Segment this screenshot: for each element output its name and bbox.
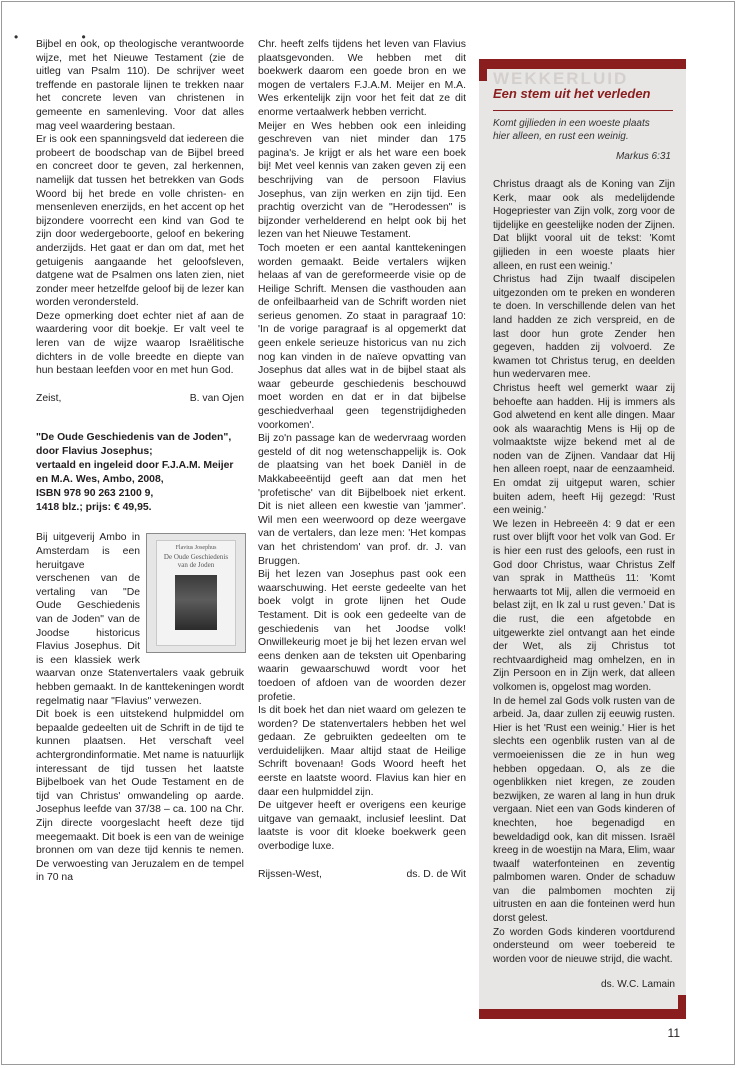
scan-marks: • •	[14, 30, 116, 44]
quote-line: Komt gijlieden in een woeste plaats	[493, 118, 650, 129]
paragraph: Bij zo'n passage kan de wedervraag worden gesteld of dit nog wetenschappelijk is. Ook de plaatsing van het boek Daniël in de Makkabeeëntijd geeft aan dat men het 'profetische' van dit Bijbelboek niet erkent. Dit is niet alleen een kwestie van 'jammer'. Wil men een weerwoord op deze weergave van de vertalers, dan leze men: 'Het kompas van het christendom' van prof. dr. J. van Bruggen.	[258, 433, 466, 567]
signature-row	[36, 392, 244, 406]
paragraph: Toch moeten er een aantal kanttekeningen worden gemaakt. Beide vertalers wijken helaas af van de gereformeerde visie op de Heilige Schrift. Mensen die vasthouden aan de onfeilbaarheid van de Schrift worden niet serieus genomen. Zo staat in paragraaf 10: 'In de vorige paragraaf is al opgemerkt dat geen enkele serieuze historicus van nu zich nog kan vinden in de naïeve opvatting van Josephus dat alles wat in de bijbel staat als waar gebeurde geschiedenis beschouwd moet worden en dat er in dat bijbelse geschiedverhaal geen tegenstrijdigheden voorkomen'.	[258, 242, 466, 431]
paragraph: Christus had Zijn twaalf discipelen uitgezonden om te preken en wonderen te doen. In verschillende delen van het land hadden ze zich verspreid, en de last door hun grote Zender hen gegeven, hadden zij volvoerd. Ze kwamen tot Christus terug, en deelden hun wedervaren mee.	[493, 274, 675, 381]
review-header-line: 1418 blz.; prijs: € 49,95.	[36, 502, 152, 514]
paragraph: Bijbel en ook, op theologische verantwoorde wijze, met het Nieuwe Testament (zie de uitleg van Psalm 110). De schrijver weet treffende en pastorale lijnen te trekken naar het concrete leven van christenen in gemeente en samenleving. Voor dat alles mag veel waardering bestaan.	[36, 39, 244, 132]
sidebar-box	[479, 59, 686, 1019]
book-cover-title: De Oude Geschiedenis van de Joden	[163, 552, 229, 569]
paragraph: De uitgever heeft er overigens een keurige uitgave van gemaakt, inclusief leeslint. Dat laatste is voor dit kloeke boekwerk geen overbodige luxe.	[258, 800, 466, 853]
column-left	[36, 38, 244, 885]
author-signature: ds. D. de Wit	[406, 868, 466, 880]
paragraph: Bij het lezen van Josephus past ook een waarschuwing. Het eerste gedeelte van het boek volgt in grote lijnen het Oude Testament. Dit is ook een gedeelte van de geschiedenis van het Joodse volk! Onwillekeurig moet je bij het lezen ervan wel eens denken aan de teksten uit Openbaring waarin gewaarschuwd wordt voor het toedoen of afdoen van de woorden dezer profetie.	[258, 569, 466, 703]
paragraph: Christus heeft wel gemerkt waar zij behoefte aan hadden. Hij is immers als God alwetend en kent alle dingen. Maar ook als waarachtig Mens is Hij op de volmaaktste wijze bekend met al de noden van de Zijnen. Vandaar dat Hij hen alleen roept, naar de eenzaamheid. En omdat zij uitgeput waren, schier buiten adem, heeft Hij gezegd: 'Rust een weinig.'	[493, 382, 675, 517]
sidebar-ghost-heading: WEKKERLUID	[493, 69, 629, 88]
author-signature: B. van Ojen	[189, 392, 244, 404]
review-header-line: vertaald en ingeleid door F.J.A.M. Meijer en M.A. Wes, Ambo, 2008,	[36, 460, 234, 486]
page-number: 11	[667, 1026, 680, 1040]
paragraph: Chr. heeft zelfs tijdens het leven van Flavius plaatsgevonden. We hebben met dit boekwerk daarom een goede bron en we mogen de vertalers F.J.A.M. Meijer en M.A. Wes erkentelijk zijn voor het feit dat ze dit enorme vertaalwerk hebben verricht.	[258, 39, 466, 118]
book-cover-author: Flavius Josephus	[175, 545, 217, 552]
paragraph: We lezen in Hebreeën 4: 9 dat er een rust over blijft voor het volk van God. Er is hier een rust des geloofs, een rust in God door Christus, waar Christus Zelf van sprak in Mattheüs 11: 'Komt herwaarts tot Mij, allen die vermoeid en belast zijt, en Ik zal u rust geven.' Dat is die rust, die een afgetobde en uitgewerkte ziel ontvangt aan het einde der Wet, als zij Christus tot rechtvaardigheid mag omhelzen, en in Zijn Persoon en in Zijn werk, dat alleen volkomen is, opgelost mag worden.	[493, 518, 675, 693]
review-header	[36, 431, 244, 515]
book-cover-image	[146, 533, 246, 653]
signature-row	[258, 868, 466, 882]
paragraph: In de hemel zal Gods volk rusten van de arbeid. Ja, daar zullen zij eeuwig rusten. Hier is het 'Rust een weinig.' Hier is het slechts een ogenblik rusten van al de vermoeienissen die ze in hun weg hebben opgedaan. O, als ze die ogenblikken niet kregen, ze zouden bezwijken, ze waren al lang in hun druk vergaan. Niet een van Gods kinderen of knechten, hoe begenadigd en beweldadigd ook, kan dit missen. Israël kreeg in de woestijn na Mara, Elim, waar twaalf waterfonteinen en zeventig palmbomen waren. Onder de schaduw van die palmbomen mochten zij uitrusten en aan die fonteinen werd hun dorst gelest.	[493, 695, 675, 925]
sidebar-top-bar	[479, 59, 686, 69]
column-middle	[258, 38, 466, 881]
sidebar-top-corner	[479, 59, 487, 81]
place: Zeist,	[36, 392, 62, 404]
paragraph: Christus draagt als de Koning van Zijn Kerk, maar ook als medelijdende Hogepriester van Zijn volk, zorg voor de tijdelijke en geestelijke noden der Zijnen. Dat blijkt vooral uit de tekst: 'Komt gijlieden in een woeste plaats hier alleen, en rust een weinig.'	[493, 179, 675, 272]
paragraph: Meijer en Wes hebben ook een inleiding geschreven van niet minder dan 175 pagina's. Je krijgt er als het ware een boek bij! Met veel kennis van zaken geven zij een beschrijving van de persoon Flavius Josephus, van zijn werken en zijn tijd. Een prachtig overzicht van de "Herodessen" is bijzonder verhelderend en helpt ook bij het lezen van het Nieuwe Testament.	[258, 120, 466, 241]
place: Rijssen-West,	[258, 868, 322, 880]
paragraph: Deze opmerking doet echter niet af aan de waardering voor dit boekje. Er valt veel te leren van de wijze waarop Israëlitische dichters in de volle breedte en diepte van hun bestaan leefden voor en met hun God.	[36, 310, 244, 377]
sidebar-quote	[493, 117, 673, 143]
book-cover-inner	[156, 540, 236, 646]
paragraph: Dit boek is een uitstekend hulpmiddel om bepaalde gedeelten uit de Schrift in de tijd te kunnen plaatsen. Het verschaft veel achtergrondinformatie. Met name is natuurlijk interessant de tijd tussen het laatste Bijbelboek van het Oude Testament en de tijd van Christus' omwandeling op aarde. Josephus leefde van 37/38 – ca. 100 na Chr. Zijn directe voorgeslacht heeft deze tijd meegemaakt. Dit boek is een van de weinige bronnen om van deze tijd kennis te nemen. De verwoesting van Jeruzalem en de tempel in 70 na	[36, 709, 244, 884]
sidebar-bottom-corner	[678, 995, 686, 1019]
review-intro	[36, 531, 244, 708]
sidebar-quote-reference: Markus 6:31	[615, 151, 671, 162]
paragraph: Is dit boek het dan niet waard om gelezen te worden? De statenvertalers hebben het wel gedaan. Ze gebruikten gedeelten om te verduidelijken. Maar altijd staat de Heilige Schrift bovenaan! Gods Woord heeft het eerste en laatste woord. Flavius kan hier en daar een hulpmiddel zijn.	[258, 705, 466, 798]
paragraph: Er is ook een spanningsveld dat iedereen die probeert de boodschap van de Bijbel breed en concreet door te geven, zal herkennen, namelijk dat tussen het betrekken van Gods Woord bij het brede en volle christen- en mensenleven enerzijds, en het accent op het bijzondere voorrecht een kind van God te zijn door wedergeboorte, geloof en bekering anderzijds. Het gaat er dan om dat, met het getuigenis aangaande het geloofsleven, datgene wat de Psalmen ons laten zien, niet zonder meer hetzelfde geloof bij de lezer kan worden verondersteld.	[36, 134, 244, 309]
sidebar-title: Een stem uit het verleden	[493, 86, 651, 101]
book-cover-art	[175, 575, 217, 630]
review-header-line: "De Oude Geschiedenis van de Joden", door Flavius Josephus;	[36, 432, 232, 458]
paragraph: Bij uitgeverij Ambo in Amsterdam is een heruitgave verschenen van de vertaling van "De Oude Geschiedenis van de Joden" van de Joodse historicus Flavius Josephus. Dit is een klassiek werk waarvan onze Statenvertalers vaak gebruik hebben gemaakt. In de kanttekeningen wordt regelmatig naar "Flavius" verwezen.	[36, 532, 244, 707]
sidebar-bottom-bar	[479, 1009, 686, 1019]
sidebar-title-rule	[493, 110, 673, 111]
sidebar-body	[493, 178, 675, 992]
sidebar-signature: ds. W.C. Lamain	[600, 979, 675, 991]
paragraph: Zo worden Gods kinderen voortdurend ondersteund om weer toebereid te worden voor de nieuwe strijd, die wacht.	[493, 926, 675, 965]
review-header-line: ISBN 978 90 263 2100 9,	[36, 488, 154, 500]
quote-line: hier alleen, en rust een weinig.	[493, 131, 629, 142]
